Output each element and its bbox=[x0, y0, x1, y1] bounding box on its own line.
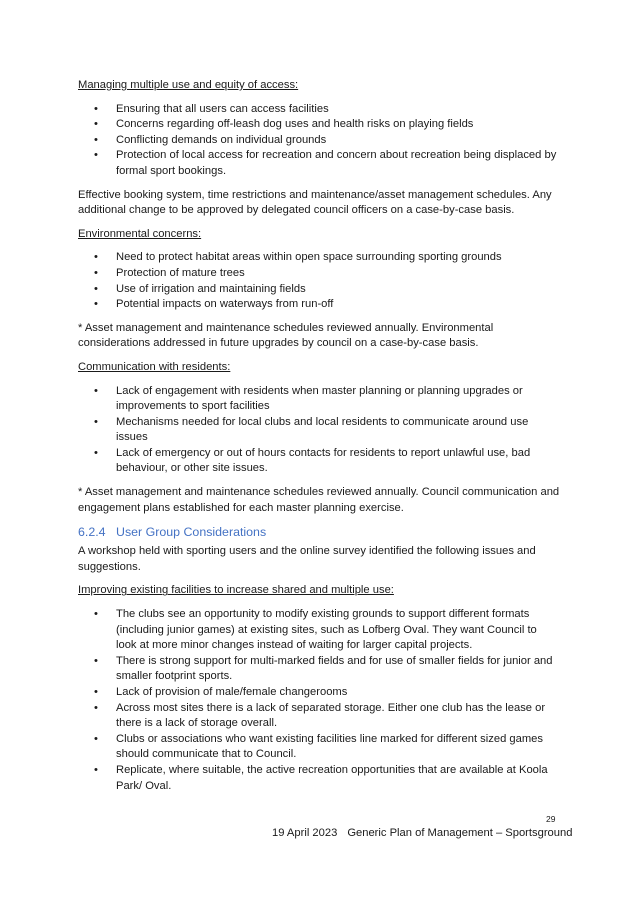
page-number: 29 bbox=[546, 814, 556, 824]
bullet-icon: • bbox=[94, 415, 98, 428]
section-title: User Group Considerations bbox=[116, 525, 267, 540]
footer-date: 19 April 2023 bbox=[272, 827, 338, 839]
list-item: • Across most sites there is a lack of separated storage. Either one club has the lease or there is a lack of storage overall. bbox=[94, 701, 546, 730]
paragraph-workshop-intro: A workshop held with sporting users and the online survey identified the following issues and suggestions. bbox=[78, 545, 536, 573]
list-item: • Mechanisms needed for local clubs and local residents to communicate around use issues bbox=[94, 415, 529, 444]
bullet-icon: • bbox=[94, 118, 98, 131]
bullet-icon: • bbox=[94, 446, 98, 459]
list-item: • There is strong support for multi-marked fields and for use of smaller fields for junior and smaller footprint sports. bbox=[94, 654, 553, 683]
paragraph-booking-note: Effective booking system, time restrictions and maintenance/asset management schedules. Any additional change to be approved by delegated council officers on a case-by-case basis. bbox=[78, 188, 552, 217]
list-item: • Lack of provision of male/female changerooms bbox=[78, 685, 560, 701]
bullet-icon: • bbox=[94, 608, 98, 621]
bullet-icon: • bbox=[94, 701, 98, 714]
list-item: • Conflicting demands on individual grounds bbox=[78, 133, 560, 149]
list-item: • Ensuring that all users can access facilities bbox=[78, 102, 560, 118]
footer-document-title: Generic Plan of Management – Sportsground bbox=[347, 827, 573, 839]
list-item: • Protection of mature trees bbox=[78, 266, 560, 282]
list-item: • Replicate, where suitable, the active recreation opportunities that are available at Koola Park/ Oval. bbox=[94, 763, 548, 792]
bullet-list-improving-facilities bbox=[78, 607, 560, 794]
bullet-icon: • bbox=[94, 102, 98, 115]
section-number: 6.2.4 bbox=[78, 525, 106, 540]
bullet-icon: • bbox=[94, 133, 98, 146]
bullet-icon: • bbox=[94, 763, 98, 776]
section-heading-user-group-considerations bbox=[78, 524, 560, 540]
paragraph-environmental-note: * Asset management and maintenance schedules reviewed annually. Environmental considerations addressed in future upgrades by council on a case-by-case basis. bbox=[78, 321, 494, 350]
list-item: • Concerns regarding off-leash dog uses and health risks on playing fields bbox=[78, 117, 560, 133]
heading-environmental-concerns: Environmental concerns: bbox=[78, 227, 202, 240]
paragraph-communication-note: * Asset management and maintenance schedules reviewed annually. Council communication and engagement plans established for each master planning exercise. bbox=[78, 486, 560, 514]
bullet-icon: • bbox=[94, 654, 98, 667]
bullet-icon: • bbox=[94, 282, 98, 295]
bullet-icon: • bbox=[94, 251, 98, 264]
list-item: • Lack of emergency or out of hours contacts for residents to report unlawful use, bad behaviour, or other site issues. bbox=[94, 446, 531, 475]
list-item: • Clubs or associations who want existing facilities line marked for different sized games should communicate that to Council. bbox=[94, 732, 543, 761]
list-item: • The clubs see an opportunity to modify existing grounds to support different formats (including junior games) at existing sites, such as Lofberg Oval. They want Council to look at more minor changes instead of waiting for larger capital projects. bbox=[94, 608, 537, 652]
bullet-icon: • bbox=[94, 266, 98, 279]
page-content bbox=[78, 78, 560, 802]
page-footer bbox=[272, 826, 572, 840]
list-item: • Use of irrigation and maintaining fields bbox=[78, 282, 560, 298]
bullet-list-environmental-concerns bbox=[78, 250, 560, 312]
bullet-list-managing-multiple-use bbox=[78, 102, 560, 180]
bullet-icon: • bbox=[94, 298, 98, 311]
list-item: • Protection of local access for recreation and concern about recreation being displaced by formal sport bookings. bbox=[94, 149, 557, 177]
list-item: • Need to protect habitat areas within open space surrounding sporting grounds bbox=[78, 250, 560, 266]
bullet-icon: • bbox=[94, 384, 98, 397]
list-item: • Potential impacts on waterways from run-off bbox=[78, 297, 560, 313]
heading-managing-multiple-use: Managing multiple use and equity of access: bbox=[78, 79, 299, 91]
bullet-list-communication bbox=[78, 384, 560, 478]
bullet-icon: • bbox=[94, 149, 98, 162]
heading-improving-existing-facilities: Improving existing facilities to increase shared and multiple use: bbox=[78, 584, 394, 597]
heading-communication-with-residents: Communication with residents: bbox=[78, 360, 231, 373]
bullet-icon: • bbox=[94, 732, 98, 745]
list-item: • Lack of engagement with residents when master planning or planning upgrades or improvements to sport facilities bbox=[94, 384, 523, 413]
bullet-icon: • bbox=[94, 686, 98, 698]
